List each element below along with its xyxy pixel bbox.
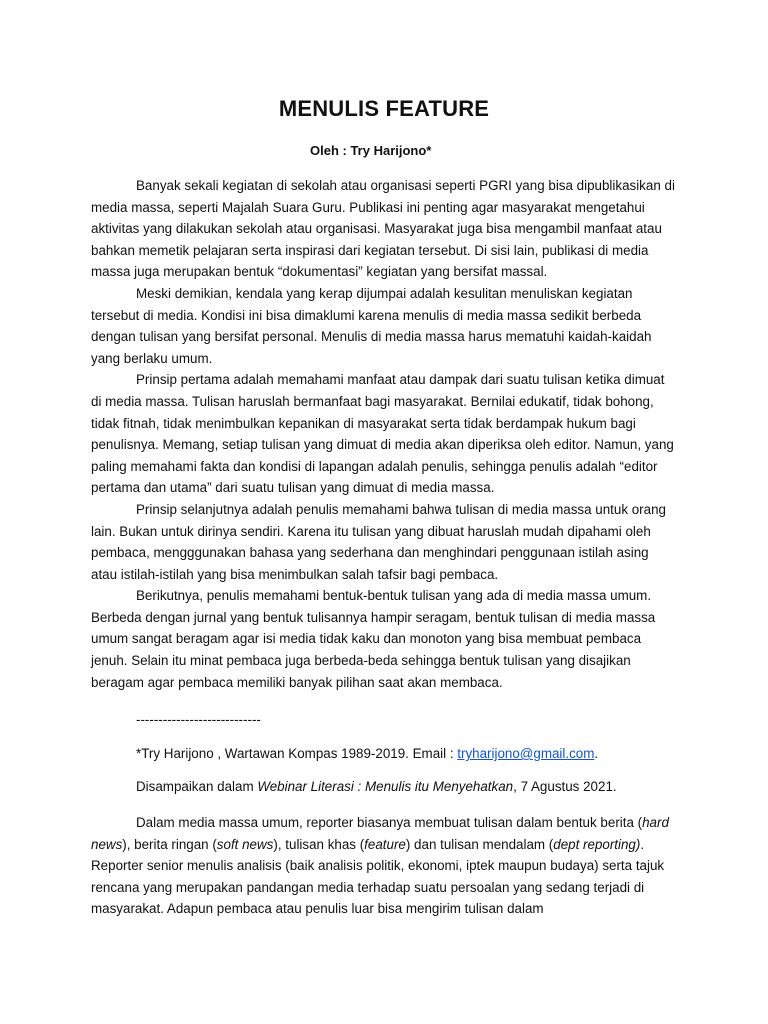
paragraph: Prinsip pertama adalah memahami manfaat atau dampak dari suatu tulisan ketika dimuat di media massa. Tulisan haruslah bermanfaat bagi masyarakat. Bernilai edukatif, tidak bohong, tidak fitnah, tidak menimbulkan kepanikan di masyarakat serta tidak berdampak hukum bagi penulisnya. Memang, setiap tulisan yang dimuat di media akan diperiksa oleh editor. Namun, yang paling memahami fakta dan kondisi di lapangan adalah penulis, sehingga penulis adalah “editor pertama dan utama” dari suatu tulisan yang dimuat di media massa. <box>91 372 674 496</box>
separator-line: ---------------------------- <box>136 712 261 727</box>
italic-term: dept reporting) <box>553 836 641 852</box>
presentation-suffix: , 7 Agustus 2021. <box>513 779 617 794</box>
text-run: ) dan tulisan mendalam ( <box>405 836 554 852</box>
event-name: Webinar Literasi : Menulis itu Menyehatkan <box>257 779 514 794</box>
paragraph: Banyak sekali kegiatan di sekolah atau organisasi seperti PGRI yang bisa dipublikasikan di media massa, seperti Majalah Suara Guru. Publikasi ini penting agar masyarakat mengetahui aktivitas yang dilakukan sekolah atau organisasi. Masyarakat juga bisa mengambil manfaat atau bahkan memetik pelajaran serta inspirasi dari kegiatan tersebut. Di sisi lain, publikasi di media massa juga merupakan bentuk “dokumentasi” kegiatan yang bersifat massal. <box>91 178 675 280</box>
email-link[interactable]: tryharijono@gmail.com <box>457 746 595 761</box>
text-run: Dalam media massa umum, reporter biasanya membuat tulisan dalam bentuk berita ( <box>136 815 643 830</box>
footnote-text: *Try Harijono , Wartawan Kompas 1989-2019. Email : <box>136 746 458 761</box>
paragraph: Berikutnya, penulis memahami bentuk-bentuk tulisan yang ada di media massa umum. Berbeda dengan jurnal yang bentuk tulisannya hampir seragam, bentuk tulisan di media massa umum sangat beragam agar isi media tidak kaku dan monoton yang bisa membuat pembaca jenuh. Selain itu minat pembaca juga berbeda-beda sehingga bentuk tulisan yang disajikan beragam agar pembaca memiliki banyak pilihan saat akan membaca. <box>91 588 656 690</box>
text-run: ), berita ringan ( <box>122 836 217 852</box>
text-run: ), tulisan khas ( <box>273 836 365 852</box>
author-footnote <box>136 744 598 764</box>
text-run: . Reporter senior menulis analisis (baik analisis politik, ekonomi, iptek maupun budaya) serta tajuk rencana yang merupakan pandangan media terhadap suatu persoalan yang sedang terjadi di masyarakat. Adapun pembaca atau penulis luar bisa mengirim tulisan dalam <box>91 836 665 917</box>
paragraph: Prinsip selanjutnya adalah penulis memahami bahwa tulisan di media massa untuk orang lain. Bukan untuk dirinya sendiri. Karena itu tulisan yang dibuat haruslah mudah dipahami oleh pembaca, mengggunakan bahasa yang sederhana dan menghindari penggunaan istilah asing atau istilah-istilah yang bisa menimbulkan salah tafsir bagi pembaca. <box>91 501 666 582</box>
paragraph: Meski demikian, kendala yang kerap dijumpai adalah kesulitan menuliskan kegiatan tersebut di media. Kondisi ini bisa dimaklumi karena menulis di media massa sedikit berbeda dengan tulisan yang bersifat personal. Menulis di media massa harus mematuhi kaidah-kaidah yang berlaku umum. <box>91 285 652 366</box>
body-text <box>91 175 675 693</box>
italic-term: feature <box>364 836 406 852</box>
italic-term: hard news <box>91 815 669 852</box>
presentation-prefix: Disampaikan dalam <box>136 779 258 794</box>
presentation-note <box>136 777 617 797</box>
body-text-continued <box>91 812 675 920</box>
paragraph <box>91 812 675 920</box>
footnote-suffix: . <box>594 746 599 761</box>
author-line: Oleh : Try Harijono* <box>310 143 432 158</box>
document-title: MENULIS FEATURE <box>278 96 490 121</box>
italic-term: soft news <box>216 836 274 852</box>
